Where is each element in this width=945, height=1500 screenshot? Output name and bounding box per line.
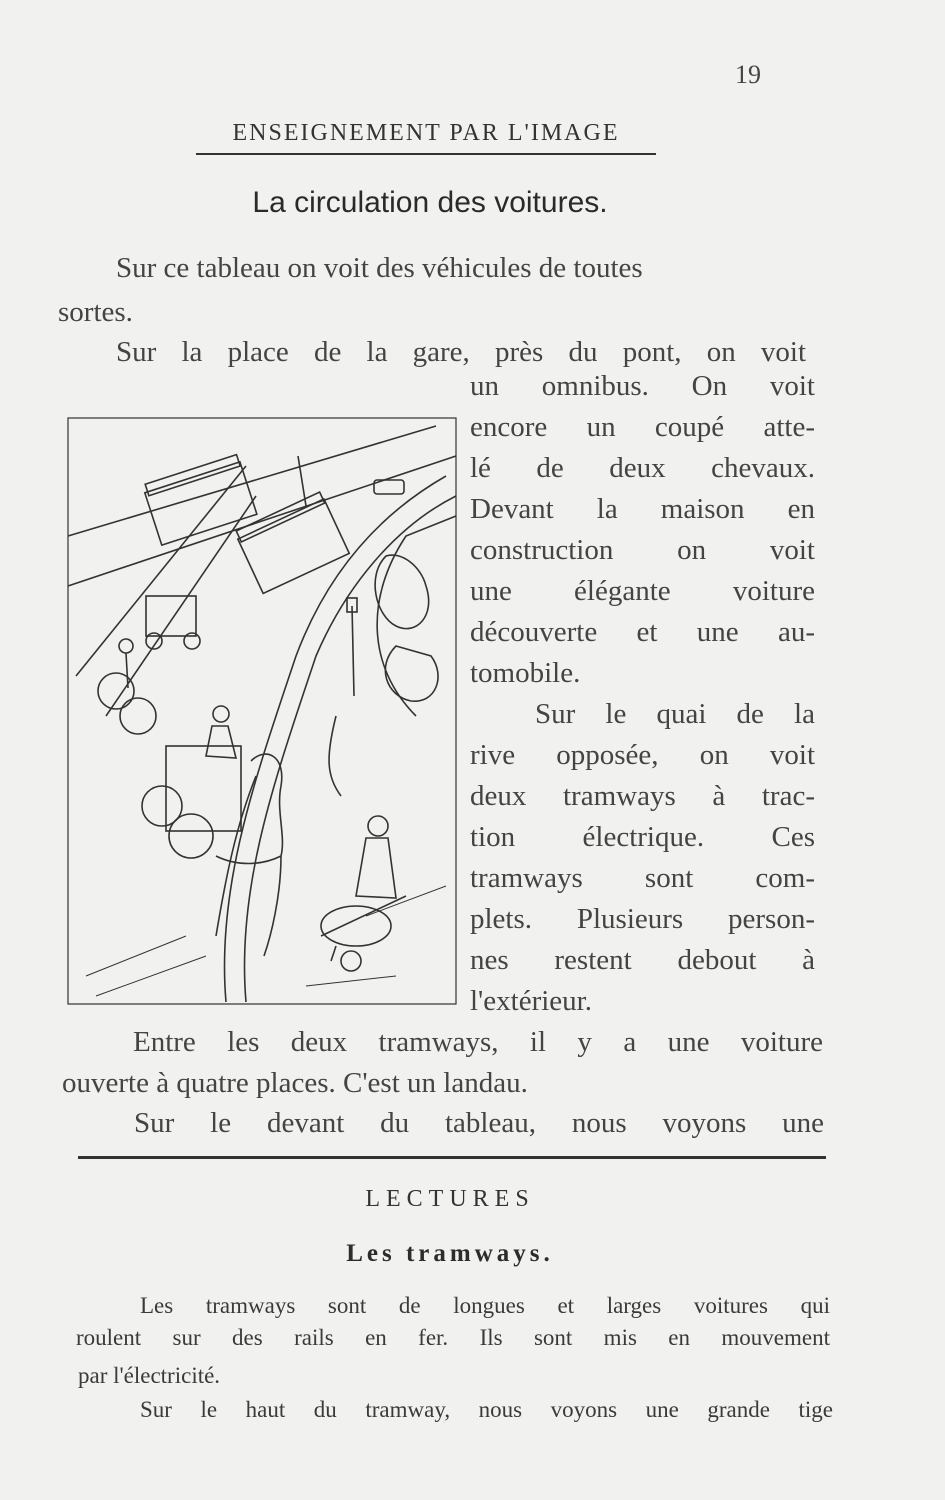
text-line: Sur ce tableau on voit des véhicules de toutes: [116, 252, 643, 284]
column-line: un omnibus. On voit: [470, 370, 815, 402]
running-head: ENSEIGNEMENT PAR L'IMAGE: [196, 120, 656, 155]
column-line: Devant la maison en: [470, 493, 815, 525]
text-line: Entre les deux tramways, il y a une voiture: [133, 1026, 823, 1058]
column-line: une élégante voiture: [470, 575, 815, 607]
column-line: l'extérieur.: [470, 985, 592, 1017]
reading-line: roulent sur des rails en fer. Ils sont mis en mouvement: [76, 1325, 830, 1350]
column-line: tion électrique. Ces: [470, 821, 815, 853]
column-line: nes restent debout à: [470, 944, 815, 976]
page-number: 19: [735, 60, 761, 89]
column-line: découverte et une au-: [470, 616, 815, 648]
reading-line: Sur le haut du tramway, nous voyons une grande tige: [140, 1397, 833, 1422]
column-line: tomobile.: [470, 657, 581, 689]
column-line: tramways sont com-: [470, 862, 815, 894]
reading-line: Les tramways sont de longues et larges voitures qui: [140, 1293, 830, 1318]
text-line: sortes.: [58, 296, 133, 328]
text-line: Sur le devant du tableau, nous voyons une: [134, 1107, 824, 1139]
column-line: lé de deux chevaux.: [470, 452, 815, 484]
column-line: construction on voit: [470, 534, 815, 566]
text-line: Sur la place de la gare, près du pont, on voit: [116, 336, 806, 368]
column-line: encore un coupé atte-: [470, 411, 815, 443]
street-scene-illustration: [66, 416, 458, 1006]
lesson-title: La circulation des voitures.: [252, 186, 608, 219]
column-line: rive opposée, on voit: [470, 739, 815, 771]
section-title: Les tramways.: [346, 1240, 554, 1267]
column-line: Sur le quai de la: [535, 698, 815, 730]
text-line: ouverte à quatre places. C'est un landau.: [62, 1067, 528, 1099]
section-heading: LECTURES: [365, 1186, 535, 1212]
reading-line: par l'électricité.: [78, 1363, 221, 1388]
section-rule: [78, 1156, 826, 1159]
column-line: plets. Plusieurs person-: [470, 903, 815, 935]
column-line: deux tramways à trac-: [470, 780, 815, 812]
